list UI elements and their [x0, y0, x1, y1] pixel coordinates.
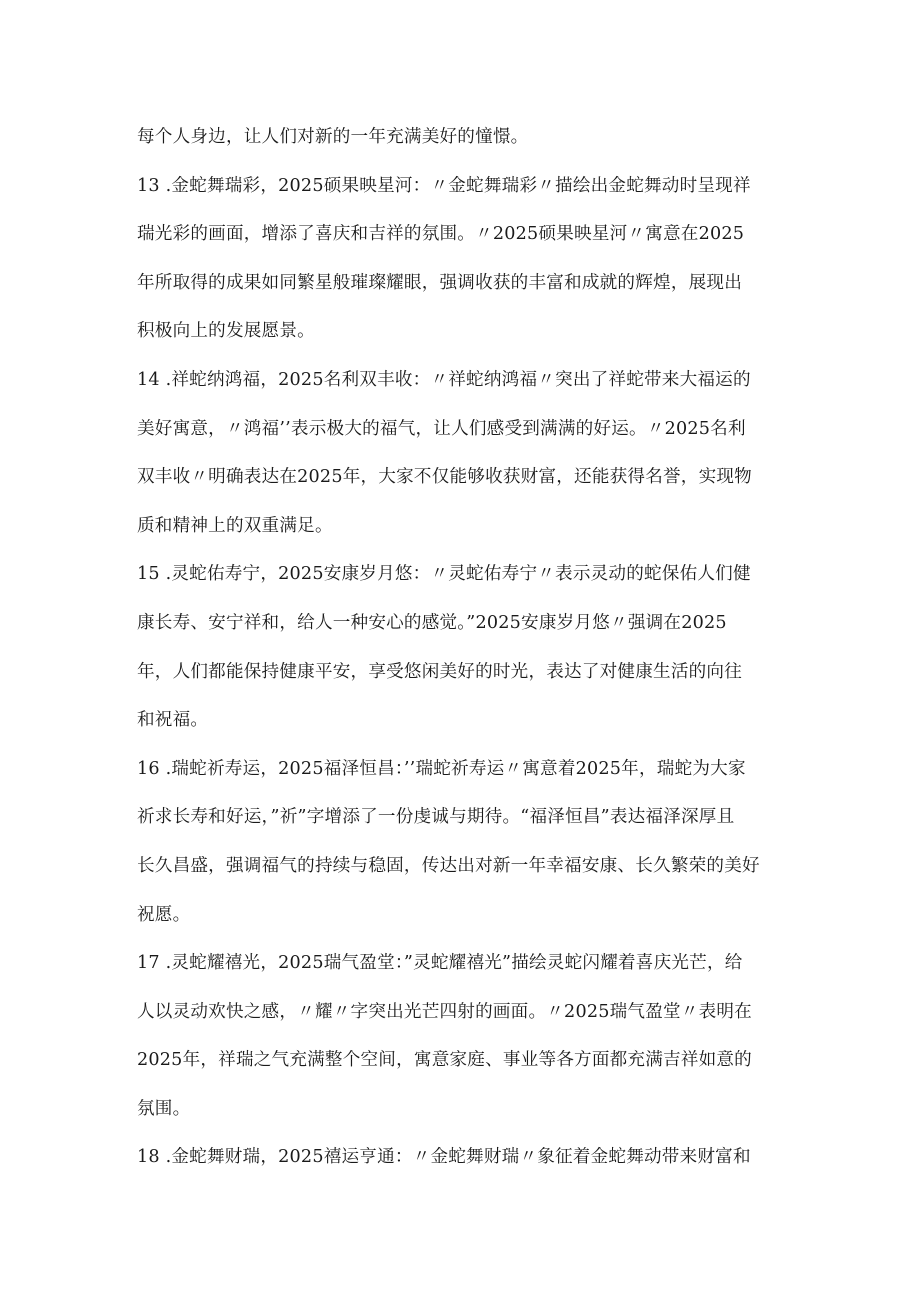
text-line: 双丰收〃明确表达在2025年，大家不仅能够收获财富，还能获得名誉，实现物 [137, 467, 752, 488]
text-line: 人以灵动欢快之感，〃耀〃字突出光芒四射的画面。〃2025瑞气盈堂〃表明在 [137, 1001, 752, 1022]
text-line: 质和精神上的双重满足。 [137, 515, 333, 536]
body-text [137, 113, 797, 1182]
text-line: 祈求长寿和好运，”祈”字增添了一份虔诚与期待。“福泽恒昌”表达福泽深厚且 [137, 807, 735, 828]
text-line: 美好寓意，〃鸿福’’表示极大的福气，让人们感受到满满的好运。〃2025名利 [137, 418, 746, 439]
text-line: 年所取得的成果如同繁星般璀璨耀眼，强调收获的丰富和成就的辉煌，展现出 [137, 272, 742, 293]
text-line: 18 .金蛇舞财瑞，2025禧运亨通：〃金蛇舞财瑞〃象征着金蛇舞动带来财富和 [137, 1147, 751, 1168]
text-line: 长久昌盛，强调福气的持续与稳固，传达出对新一年幸福安康、长久繁荣的美好 [137, 855, 760, 876]
text-line: 15 .灵蛇佑寿宁，2025安康岁月悠：〃灵蛇佑寿宁〃表示灵动的蛇保佑人们健 [137, 564, 751, 585]
text-line: 每个人身边，让人们对新的一年充满美好的憧憬。 [137, 127, 529, 147]
text-line: 和祝福。 [137, 710, 209, 731]
text-line: 瑞光彩的画面，增添了喜庆和吉祥的氛围。〃2025硕果映星河〃寓意在2025 [137, 224, 745, 245]
text-line: 积极向上的发展愿景。 [137, 321, 315, 342]
text-line: 氛围。 [137, 1098, 191, 1119]
text-line: 17 .灵蛇耀禧光，2025瑞气盈堂：”灵蛇耀禧光”描绘灵蛇闪耀着喜庆光芒，给 [137, 953, 743, 974]
text-line: 年，人们都能保持健康平安，享受悠闲美好的时光，表达了对健康生活的向往 [137, 661, 742, 682]
text-line: 16 .瑞蛇祈寿运，2025福泽恒昌：’’瑞蛇祈寿运〃寓意着2025年，瑞蛇为大家 [137, 758, 746, 779]
text-line: 14 .祥蛇纳鸿福，2025名利双丰收：〃祥蛇纳鸿福〃突出了祥蛇带来大福运的 [137, 369, 751, 390]
text-line: 2025年，祥瑞之气充满整个空间，寓意家庭、事业等各方面都充满吉祥如意的 [137, 1050, 752, 1071]
text-line: 13 .金蛇舞瑞彩，2025硕果映星河：〃金蛇舞瑞彩〃描绘出金蛇舞动时呈现祥 [137, 175, 751, 196]
text-line: 祝愿。 [137, 904, 191, 925]
text-line: 康长寿、安宁祥和，给人一种安心的感觉。”2025安康岁月悠〃强调在2025 [137, 612, 727, 633]
